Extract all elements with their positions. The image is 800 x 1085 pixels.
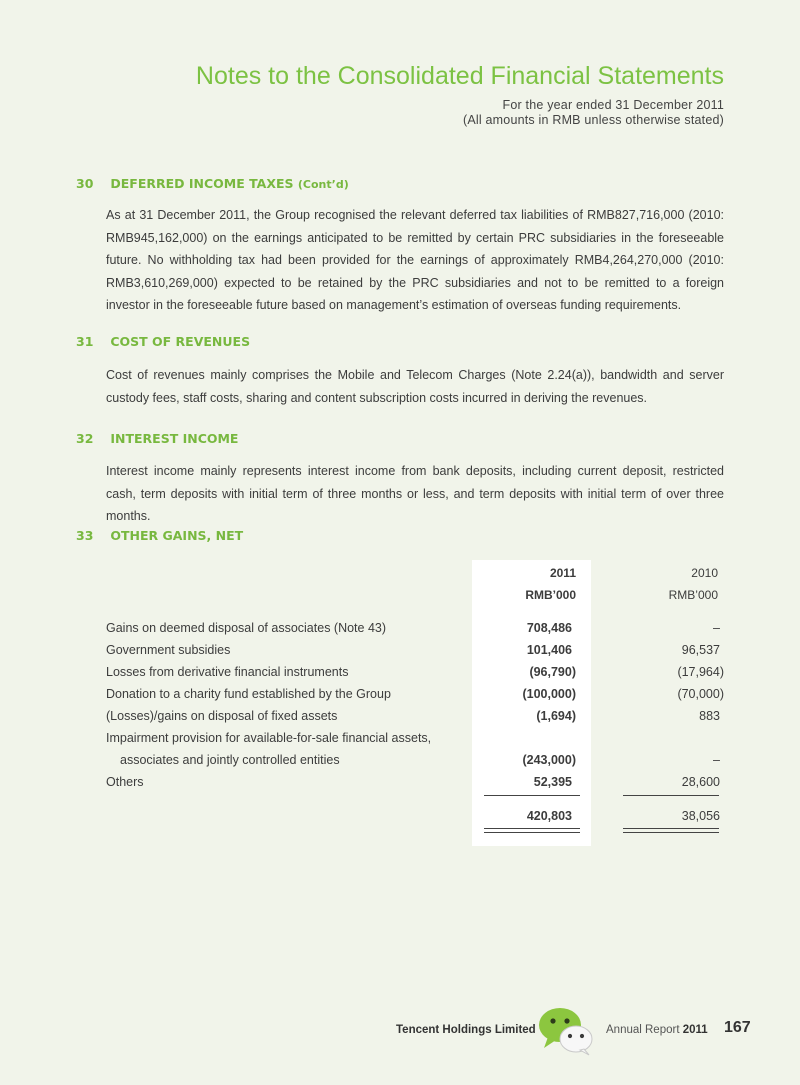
section-30-heading <box>76 176 349 191</box>
column-unit-2010: RMB’000 <box>668 588 718 602</box>
page-number: 167 <box>724 1019 751 1036</box>
row-label: associates and jointly controlled entities <box>120 753 340 767</box>
section-33-heading <box>76 528 243 543</box>
row-value-2010: (70,000) <box>677 687 724 701</box>
row-label: Impairment provision for available-for-sale financial assets, <box>106 731 432 745</box>
total-value-2011: 420,803 <box>526 809 572 823</box>
row-value-2011: 708,486 <box>526 621 572 635</box>
table-row <box>106 753 724 773</box>
page-title: Notes to the Consolidated Financial Statements <box>195 62 724 90</box>
column-unit-2011: RMB’000 <box>525 588 576 602</box>
row-value-2011: (96,790) <box>529 665 576 679</box>
row-label: Losses from derivative financial instruments <box>106 665 349 679</box>
column-header-2011: 2011 <box>549 566 576 580</box>
section-32-body: Interest income mainly represents interest income from bank deposits, including current deposit, restricted cash, term deposits with initial term of three months or less, and term deposits with initial term of over three months. <box>106 464 724 523</box>
section-title: COST OF REVENUES <box>110 334 251 349</box>
report-label: Annual Report <box>606 1024 680 1036</box>
wechat-logo-icon <box>536 1004 594 1056</box>
footer-report-label <box>606 1024 708 1036</box>
row-label: Government subsidies <box>106 643 231 657</box>
table-row <box>106 687 724 707</box>
page-subtitle <box>463 98 724 128</box>
row-label: Others <box>106 775 144 789</box>
section-number: 32 <box>76 431 94 446</box>
row-value-2010: – <box>713 753 720 767</box>
total-double-rule-2011 <box>484 828 580 833</box>
table-row <box>106 665 724 685</box>
subtitle-period: For the year ended 31 December 2011 <box>502 98 724 112</box>
subtitle-currency-note: (All amounts in RMB unless otherwise stated) <box>463 113 724 127</box>
table-row <box>106 621 724 641</box>
section-title: DEFERRED INCOME TAXES <box>110 176 294 191</box>
section-number: 31 <box>76 334 94 349</box>
row-value-2010: 883 <box>699 709 720 723</box>
section-title: INTEREST INCOME <box>110 431 239 446</box>
section-31-heading <box>76 334 250 349</box>
section-title-suffix: (Cont’d) <box>297 178 349 191</box>
subtotal-rule-2011 <box>484 795 580 796</box>
table-row <box>106 709 724 729</box>
table-total-row <box>106 809 724 829</box>
row-value-2010: – <box>713 621 720 635</box>
table-row <box>106 643 724 663</box>
total-double-rule-2010 <box>623 828 719 833</box>
row-label: (Losses)/gains on disposal of fixed assets <box>106 709 338 723</box>
report-year: 2011 <box>682 1024 708 1036</box>
section-31-body: Cost of revenues mainly comprises the Mobile and Telecom Charges (Note 2.24(a)), bandwidth and server custody fees, staff costs, sharing and content subscription costs incurred in deriving the revenues. <box>106 368 724 405</box>
section-title: OTHER GAINS, NET <box>110 528 244 543</box>
section-number: 33 <box>76 528 94 543</box>
row-value-2011: (100,000) <box>522 687 576 701</box>
row-value-2011: (1,694) <box>536 709 576 723</box>
column-header-2010: 2010 <box>691 566 718 580</box>
table-header-unit <box>106 588 724 608</box>
row-value-2010: (17,964) <box>677 665 724 679</box>
section-32-heading <box>76 431 238 446</box>
row-value-2011: 101,406 <box>526 643 572 657</box>
table-row <box>106 731 724 751</box>
row-value-2011: 52,395 <box>533 775 572 789</box>
footer-company-name: Tencent Holdings Limited <box>396 1024 536 1036</box>
row-label: Gains on deemed disposal of associates (Note 43) <box>106 621 387 635</box>
total-value-2010: 38,056 <box>681 809 720 823</box>
subtotal-rule-2010 <box>623 795 719 796</box>
table-header-year <box>106 566 724 586</box>
row-value-2010: 96,537 <box>681 643 720 657</box>
section-number: 30 <box>76 176 94 191</box>
row-value-2010: 28,600 <box>681 775 720 789</box>
row-label: Donation to a charity fund established by the Group <box>106 687 391 701</box>
table-row <box>106 775 724 795</box>
row-value-2011: (243,000) <box>522 753 576 767</box>
section-30-body: As at 31 December 2011, the Group recognised the relevant deferred tax liabilities of RMB827,716,000 (2010: RMB945,162,000) on the earnings anticipated to be remitted by certain PRC subsidiaries in the foreseeable future. No withholding tax had been provided for the earnings of approximately RMB4,264,270,000 (2010: RMB3,610,269,000) expected to be retained by the PRC subsidiaries and not to be remitted to a foreign investor in the foreseeable future based on management’s estimation of overseas funding requirements. <box>106 208 724 312</box>
